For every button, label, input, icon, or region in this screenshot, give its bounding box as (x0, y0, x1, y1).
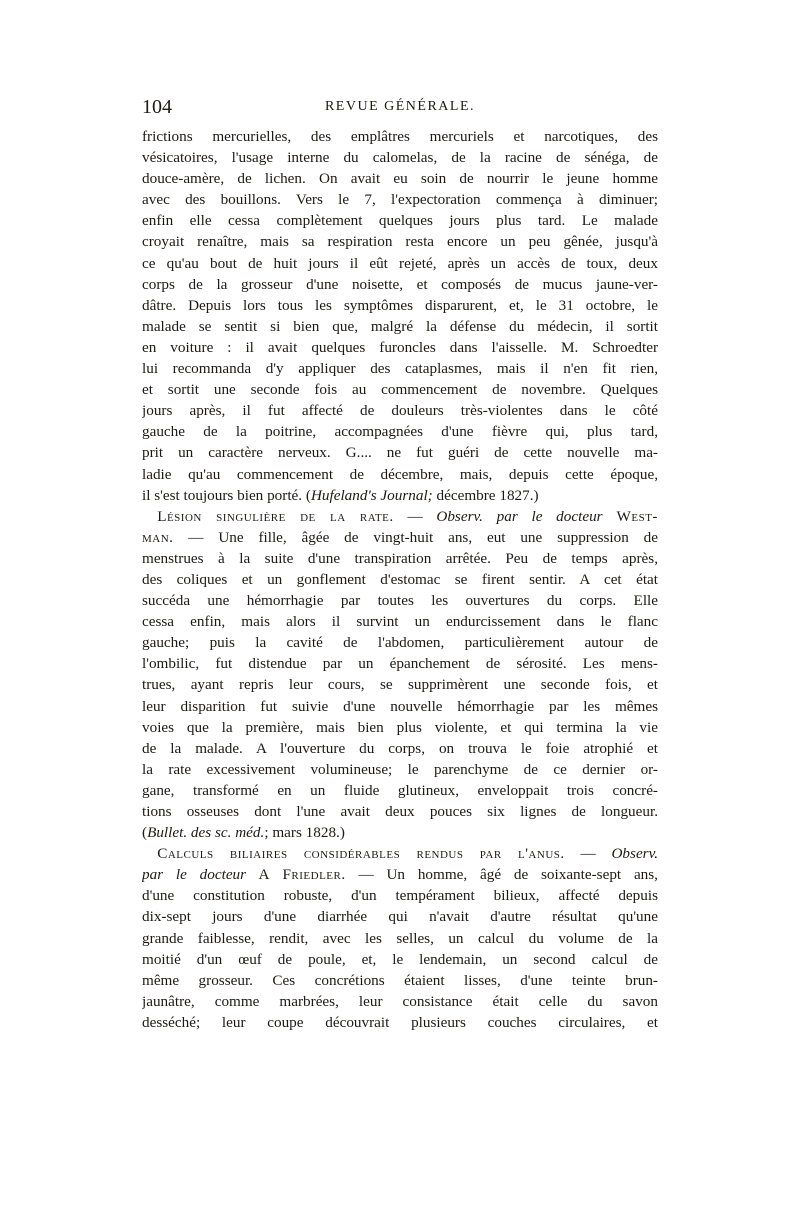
paragraph-case-continuation (142, 126, 658, 506)
text-line: même grosseur. Ces concrétions étaient lisses, d'une teinte brun- (142, 971, 658, 989)
text-line: voies que la première, mais bien plus violente, et qui termina la vie (142, 718, 658, 736)
citation-open: ( (142, 824, 148, 842)
text-line: douce-amère, de lichen. On avait eu soin de nourrir le jeune homme (142, 170, 658, 188)
article-heading-line (142, 506, 658, 527)
citation-source: Hufeland's Journal; (310, 486, 433, 504)
text-line: ladie qu'au commencement de décembre, mais, depuis cette époque, (142, 465, 658, 483)
text-line: menstrues à la suite d'une transpiration arrêtée. Peu de temps après, (142, 549, 658, 567)
text-line: trues, ayant repris leur cours, se supprimèrent une seconde fois, et (142, 676, 658, 694)
text-line: dâtre. Depuis lors tous les symptômes disparurent, et, le 31 octobre, le (142, 296, 658, 314)
text-line: grande faiblesse, rendit, avec les selles, un calcul du volume de la (142, 929, 658, 947)
text-line: leur disparition fut suivie d'une nouvelle hémorrhagie par les mêmes (142, 697, 658, 715)
observer-label: Observ. par le docteur (436, 507, 603, 525)
text-line-citation (142, 822, 658, 843)
citation-open: il s'est toujours bien porté. ( (142, 486, 311, 504)
text-line: des coliques et un gonflement d'estomac se firent sentir. A cet état (142, 570, 658, 588)
text-line: gane, transformé en un fluide glutineux, enveloppait trois concré- (142, 781, 658, 799)
text-line: succéda une hémorrhagie par toutes les ouvertures du corps. Elle (142, 592, 658, 610)
text-line: gauche de la poitrine, accompagnées d'une fièvre qui, plus tard, (142, 423, 658, 441)
text-line: jours après, il fut affecté de douleurs très-violentes dans le côté (142, 402, 658, 420)
body-text (142, 126, 658, 1033)
citation-source: Bullet. des sc. méd. (147, 824, 265, 842)
title-dash: — (564, 845, 612, 863)
text-line: dix-sept jours d'une diarrhée qui n'avait d'autre résultat qu'une (142, 908, 658, 926)
text-line: la rate excessivement volumineuse; le parenchyme de ce dernier or- (142, 760, 658, 778)
text-line: en voiture : il avait quelques furoncles dans l'aisselle. M. Schroedter (142, 338, 658, 356)
page-header (142, 96, 658, 126)
observer-name: West- (602, 507, 658, 525)
text-line-citation (142, 485, 658, 506)
text-line: croyait renaître, mais sa respiration resta encore un peu gênée, jusqu'à (142, 233, 658, 251)
citation-date: décembre 1827.) (432, 486, 539, 504)
text-segment: — Une fille, âgée de vingt-huit ans, eut une suppression de (173, 528, 658, 546)
text-line: lui recommanda d'y appliquer des cataplasmes, mais il n'en fit rien, (142, 360, 658, 378)
observer-name: A Friedler. (246, 866, 346, 884)
article-spleen-lesion (142, 506, 658, 844)
text-line: cessa enfin, mais alors il survint un endurcissement dans le flanc (142, 613, 658, 631)
observer-name-end: man. (142, 528, 174, 546)
text-line: d'une constitution robuste, d'un tempérament bilieux, affecté depuis (142, 887, 658, 905)
citation-date: ; mars 1828.) (264, 824, 345, 842)
text-line: malade se sentit si bien que, malgré la défense du médecin, il sortit (142, 317, 658, 335)
text-line (142, 864, 658, 885)
title-dash: — (393, 507, 437, 525)
text-line: ce qu'au bout de huit jours il eût rejeté, après un accès de toux, deux (142, 254, 658, 272)
text-line: jaunâtre, comme marbrées, leur consistance était celle du savon (142, 992, 658, 1010)
text-line: frictions mercurielles, des emplâtres mercuriels et narcotiques, des (142, 128, 658, 145)
text-line: desséché; leur coupe découvrait plusieurs couches circulaires, et (142, 1013, 658, 1031)
article-biliary-calculi (142, 843, 658, 1033)
book-page (142, 96, 658, 1156)
article-title: Lésion singulière de la rate. (157, 507, 394, 525)
text-line: enfin elle cessa complètement quelques jours plus tard. Le malade (142, 212, 658, 230)
text-line: l'ombilic, fut distendue par un épanchement de sérosité. Les mens- (142, 655, 658, 673)
text-line: gauche; puis la cavité de l'abdomen, particulièrement autour de (142, 634, 658, 652)
text-line: avec des bouillons. Vers le 7, l'expectoration commença à diminuer; (142, 191, 658, 209)
text-line: vésicatoires, l'usage interne du calomelas, de la racine de sénéga, de (142, 149, 658, 167)
running-title: REVUE GÉNÉRALE. (324, 99, 476, 114)
page-number: 104 (142, 96, 172, 118)
observer-label: par le docteur (142, 866, 247, 884)
observer-label: Observ. (611, 845, 658, 863)
article-heading-line (142, 843, 658, 864)
text-segment: — Un homme, âgé de soixante-sept ans, (345, 866, 658, 884)
text-line: prit un caractère nerveux. G.... ne fut guéri de cette nouvelle ma- (142, 444, 658, 462)
text-line: corps de la grosseur d'une noisette, et composés de mucus jaune-ver- (142, 275, 658, 293)
text-line (142, 527, 658, 548)
text-line: tions osseuses dont l'une avait deux pouces six lignes de longueur. (142, 803, 658, 820)
text-line: moitié d'un œuf de poule, et, le lendemain, un second calcul de (142, 950, 658, 968)
text-line: de la malade. A l'ouverture du corps, on trouva le foie atrophié et (142, 739, 658, 757)
text-line: et sortit une seconde fois au commencement de novembre. Quelques (142, 381, 658, 399)
article-title: Calculs biliaires considérables rendus par l'anus. (157, 845, 565, 863)
